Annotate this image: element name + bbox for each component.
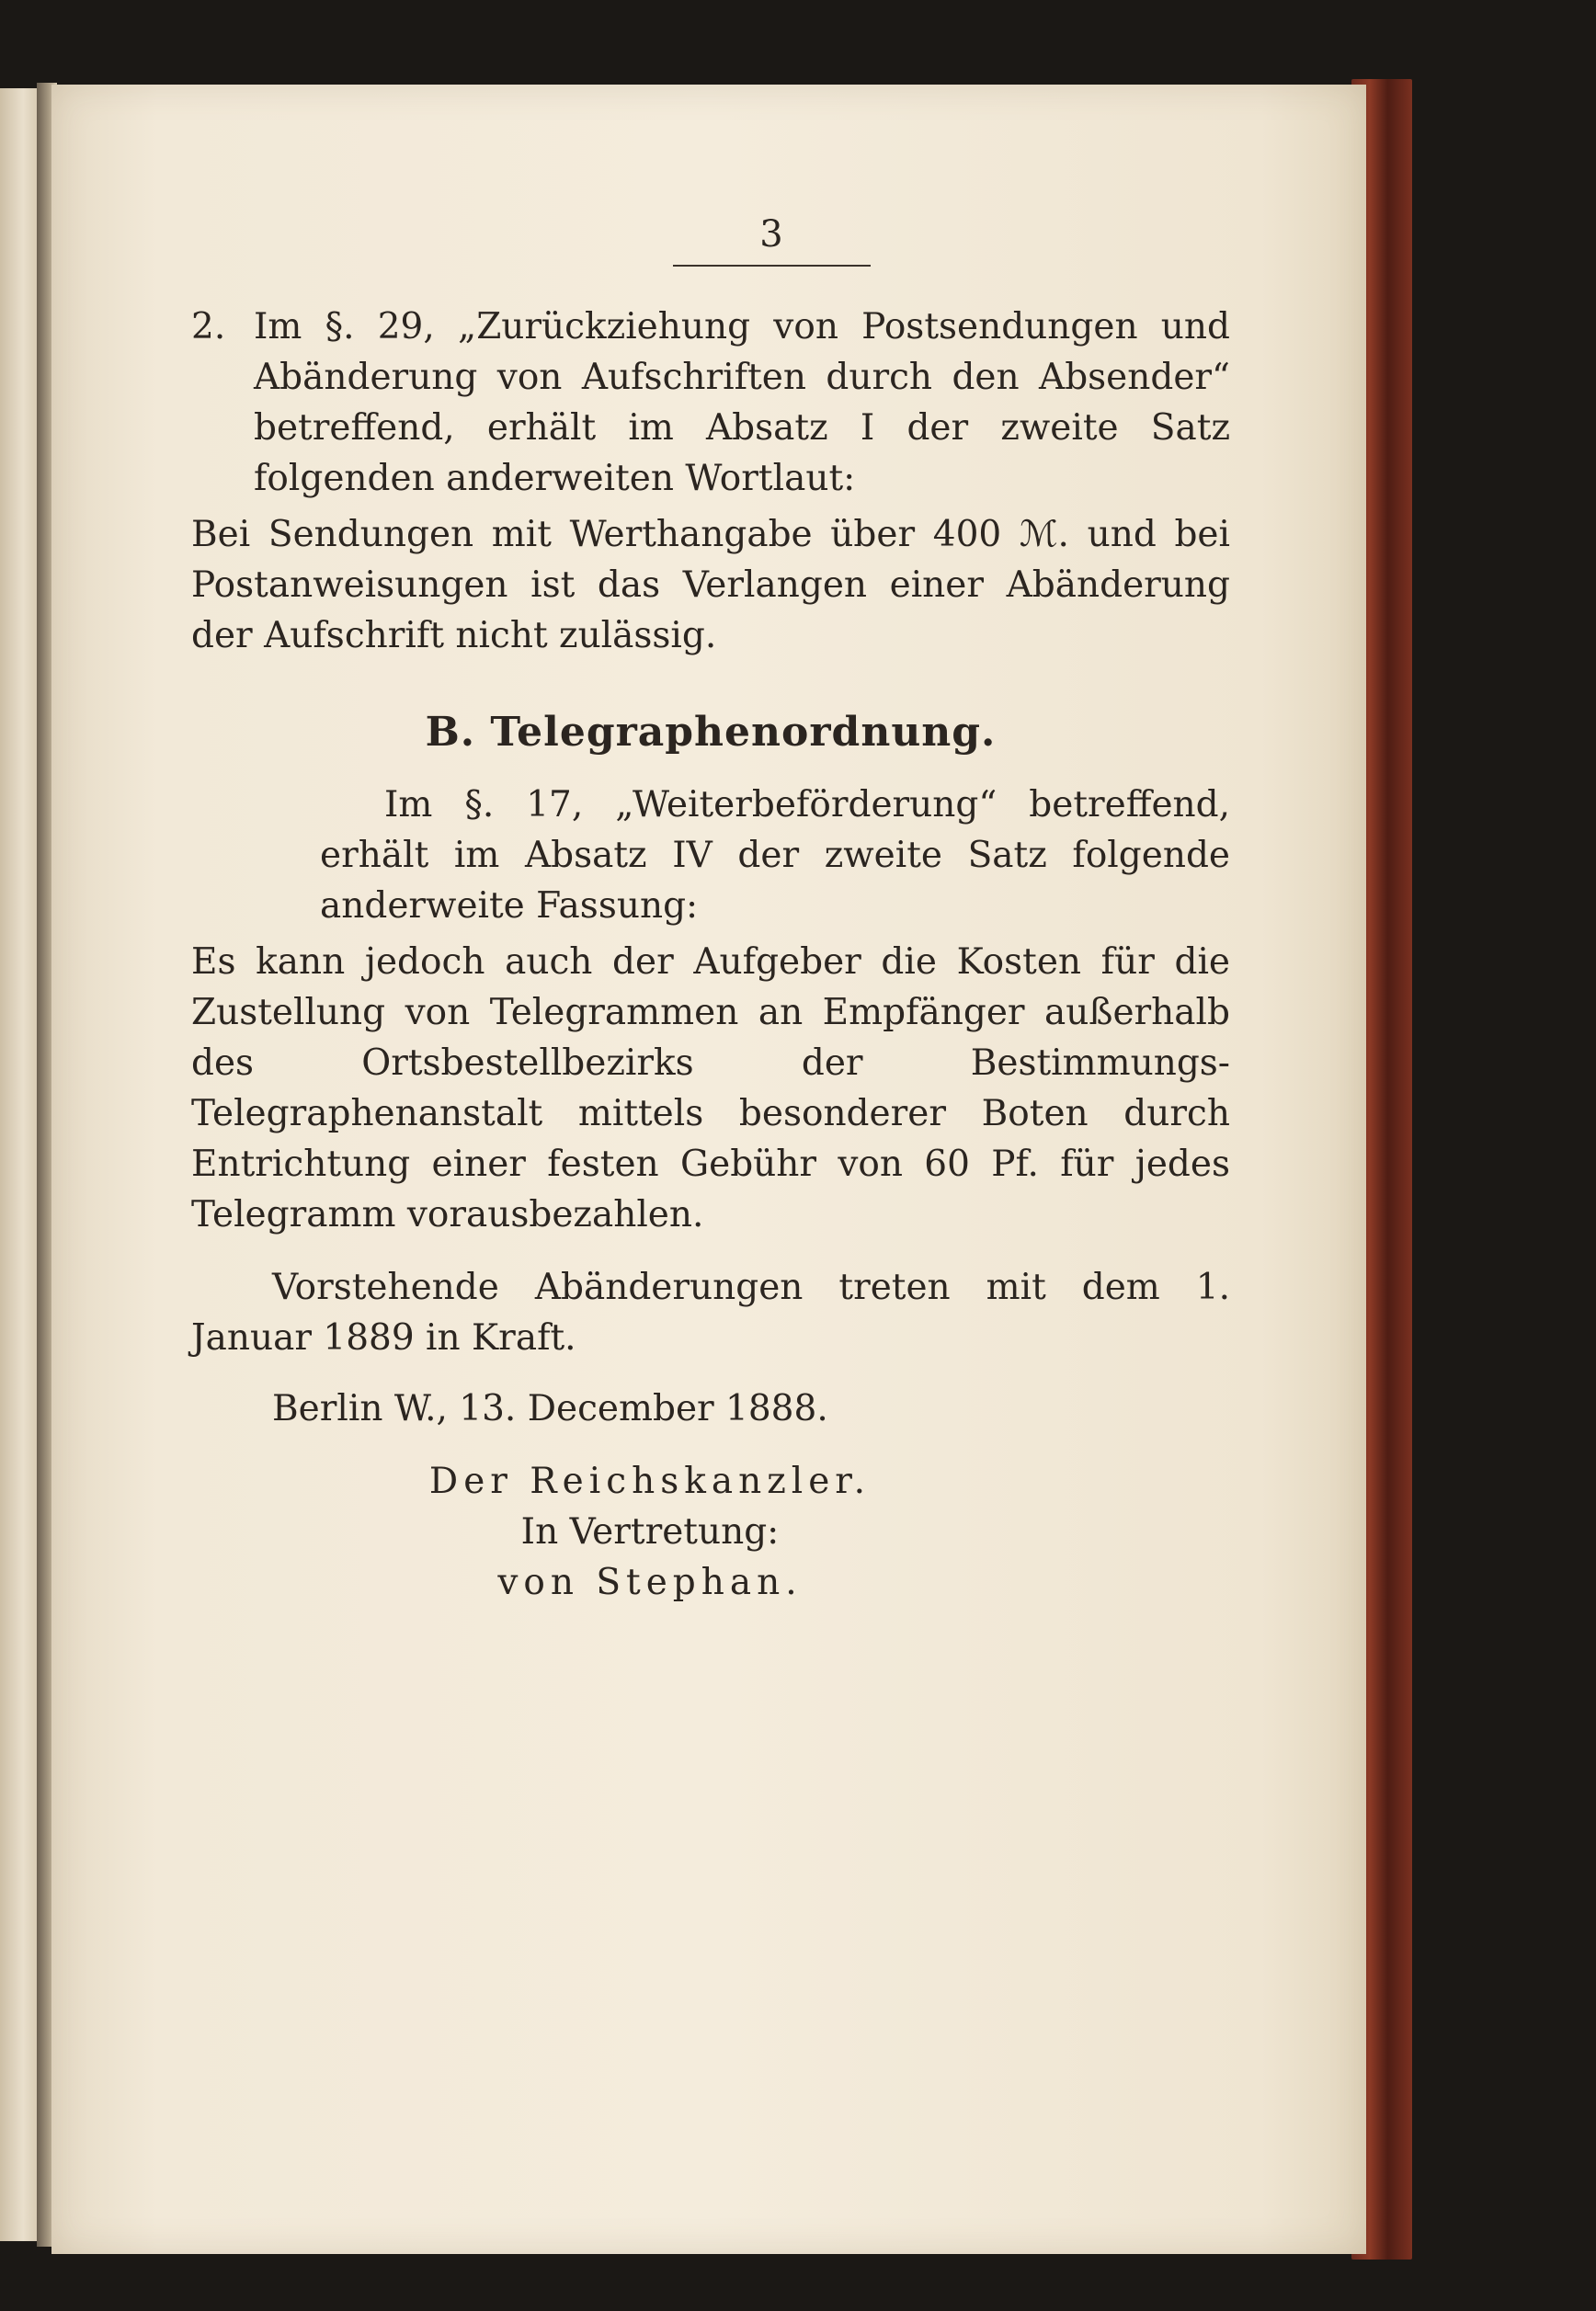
page-text	[191, 213, 1230, 1608]
list-item-2	[191, 302, 1230, 504]
document-page	[51, 85, 1366, 2254]
amendment-paragraph-telegraph: Im §. 17, „Weiterbeförderung“ betreffend, erhält im Absatz IV der zweite Satz folgende anderweite Fassung:	[320, 784, 1230, 927]
signature-block	[131, 1456, 1169, 1608]
section-heading: B. Telegraphenordnung.	[425, 709, 997, 756]
page-number: 3	[673, 213, 871, 267]
amendment-paragraph-postal: Im §. 29, „Zurückziehung von Postsendungen und Abänderung von Aufschriften durch den Absender“ betreffend, erhält im Absatz I der zweite Satz folgenden anderweiten Wortlaut:	[254, 306, 1230, 499]
new-wording-postal: Bei Sendungen mit Werthangabe über 400 ℳ. und bei Postanweisungen ist das Verlangen einer Abänderung der Aufschrift nicht zulässig.	[191, 514, 1230, 656]
signature-deputy: In Vertretung:	[520, 1511, 780, 1553]
signature-name: von Stephan.	[497, 1562, 803, 1603]
place-and-date: Berlin W., 13. December 1888.	[272, 1388, 828, 1429]
effective-date-paragraph: Vorstehende Abänderungen treten mit dem 1. Januar 1889 in Kraft.	[191, 1267, 1230, 1359]
new-wording-telegraph: Es kann jedoch auch der Aufgeber die Kosten für die Zustellung von Telegrammen an Empfänger außerhalb des Ortsbestellbezirks der Bestimmungs-Telegraphenanstalt mittels besonderer Boten durch Entrichtung einer festen Gebühr von 60 Pf. für jedes Telegramm vorausbezahlen.	[191, 941, 1230, 1235]
signature-office: Der Reichskanzler.	[428, 1461, 872, 1502]
list-item-number: 2.	[191, 306, 226, 347]
facing-page-edge	[0, 88, 40, 2241]
